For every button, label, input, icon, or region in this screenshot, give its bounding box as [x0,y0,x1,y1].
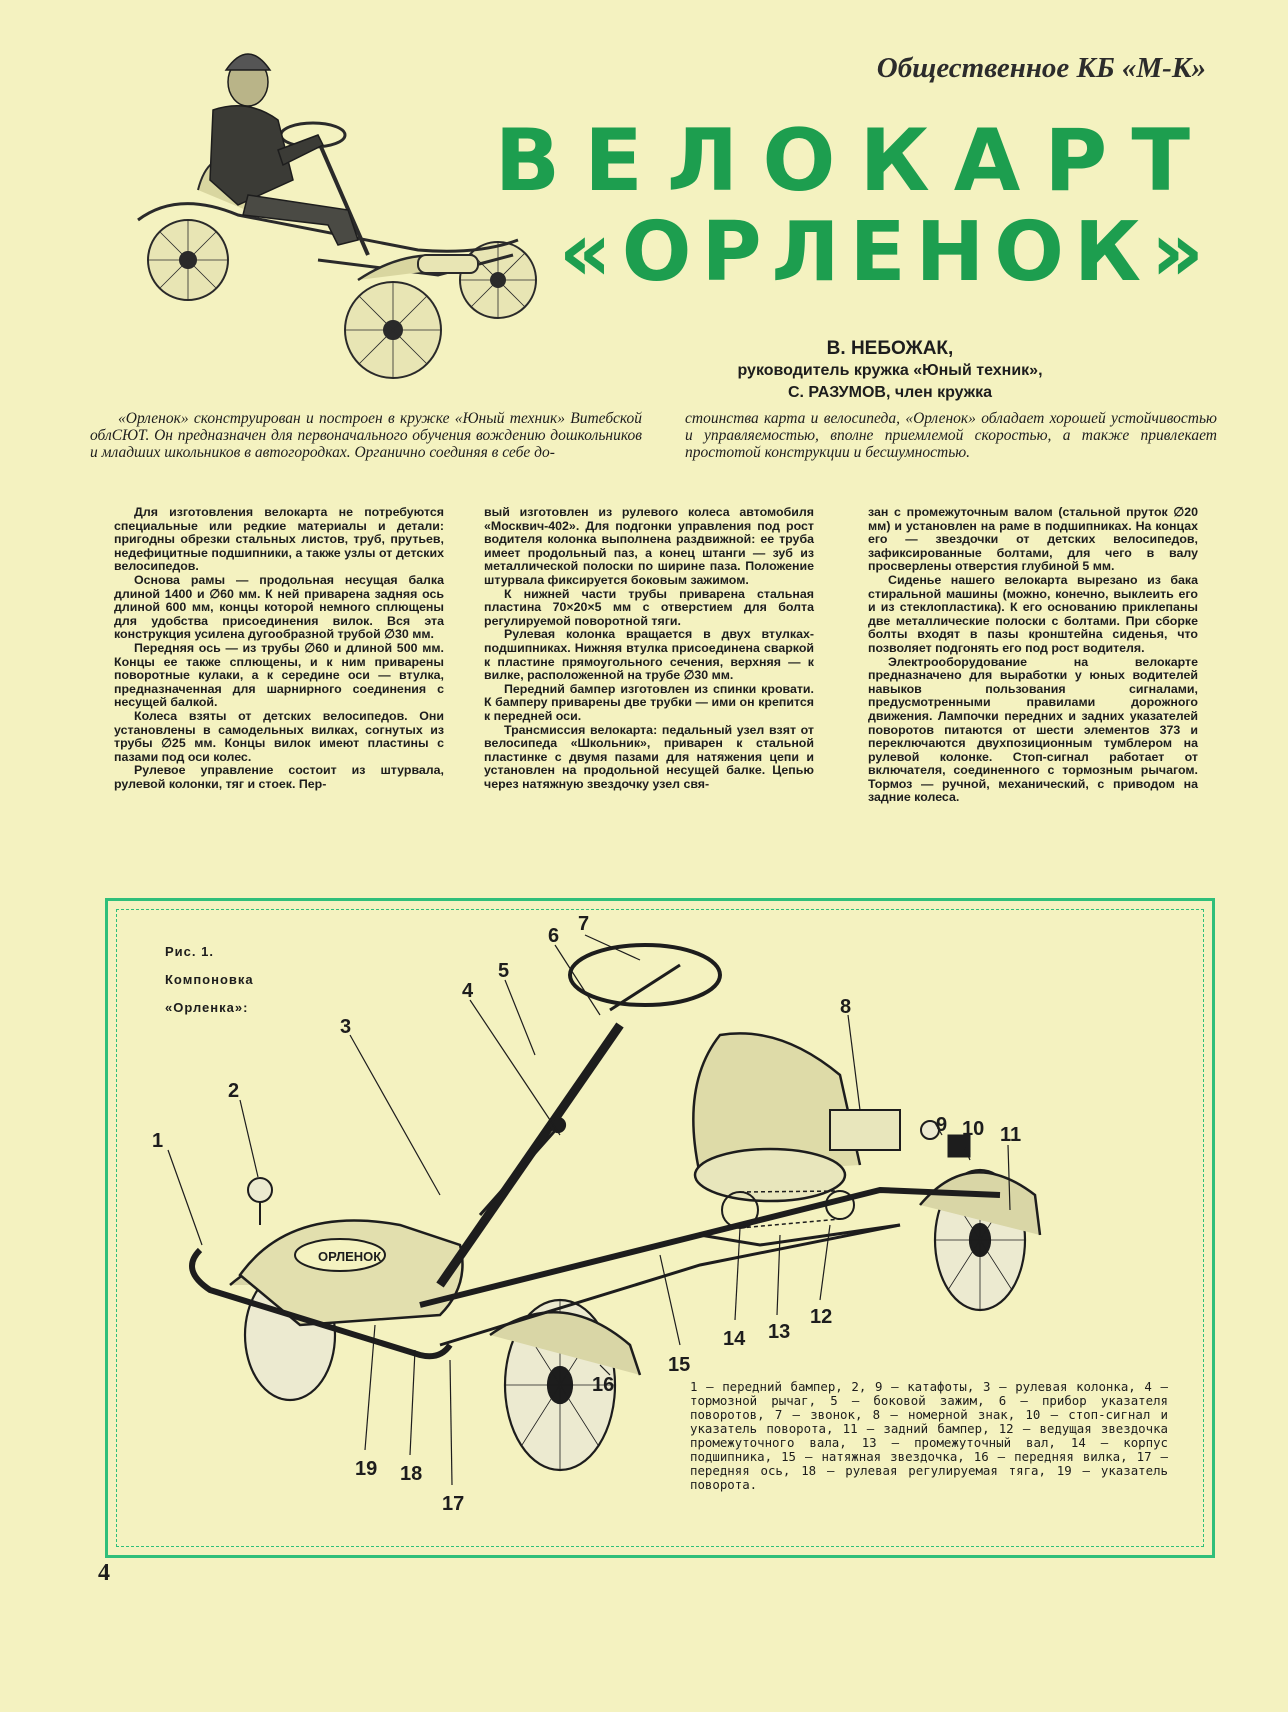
part-label: 12 [810,1306,833,1328]
part-label: 3 [340,1016,352,1038]
page-number: 4 [98,1560,110,1586]
body-paragraph: вый изготовлен из рулевого колеса автомобиля «Москвич-402». Для подгонки управления под рост водителя колонка выполнена раздвижной: ее труба имеет продольный паз, а конец штанги — зуб из металлической полоски по ширине паза. Положение штурвала фиксируется боковым зажимом. [484,505,814,587]
body-paragraph: К нижней части трубы приварена стальная пластина 70×20×5 мм с отверстием для болта регулируемой поворотной тяги. [484,586,814,628]
part-label: 11 [1000,1124,1022,1146]
caption-line: «Орленка»: [165,1000,249,1015]
part-label: 10 [962,1118,985,1140]
lead-paragraph-1: «Орленок» сконструирован и построен в кружке «Юный техник» Витебской облСЮТ. Он предназначен для первоначального обучения вождению дошкольников и младших школьников в автогородках. Органично соединяя в себе до- [90,410,642,461]
body-paragraph: зан с промежуточным валом (стальной пруток ∅20 мм) и установлен на раме в подшипниках. На концах его — звездочки от детских велосипедов, зафиксированные болтами, для чего в валу просверлены отверстия глубиной 5 мм. [868,505,1198,574]
part-label: 8 [840,996,852,1018]
part-label: 2 [228,1080,240,1102]
lead-paragraph-2: стоинства карта и велосипеда, «Орленок» обладает хорошей устойчивостью и управляемостью, вполне приемлемой скоростью, а также привлекает простотой конструкции и бесшумностью. [685,410,1217,461]
body-paragraph: Основа рамы — продольная несущая балка длиной 1400 и ∅60 мм. К ней приварена задняя ось длиной 600 мм, концы которой немного сплющены для удобства присоединения вилок. Вся эта конструкция усилена дугообразной трубой ∅30 мм. [114,572,444,642]
author1-name: В. НЕБОЖАК, [826,338,954,359]
part-label: 1 [152,1130,164,1152]
authors-block [690,338,1090,404]
body-paragraph: Рулевое управление состоит из штурвала, рулевой колонки, тяг и стоек. Пер- [114,763,444,791]
part-label: 4 [462,980,474,1002]
body-paragraph: Рулевая колонка вращается в двух втулках-подшипниках. Нижняя втулка присоединена сваркой к пластине прямоугольного сечения, верхняя — к вилке, расположенной на трубе ∅30 мм. [484,627,814,683]
body-paragraph: Передняя ось — из трубы ∅60 и длиной 500 мм. Концы ее также сплющены, и к ним приварены поворотные кулаки, а к середине оси — втулка, предназначенная для шарнирного соединения с несущей балкой. [114,640,444,710]
part-label: 5 [498,960,510,982]
author2-line: С. РАЗУМОВ, член кружка [787,384,992,401]
part-label: 6 [548,925,560,947]
article-title-line1: ВЕЛОКАРТ [494,111,1214,211]
figure-legend: 1 — передний бампер, 2, 9 — катафоты, 3 — рулевая колонка, 4 — тормозной рычаг, 5 — боковой зажим, 6 — прибор указателя поворотов, 7 — звонок, 8 — номерной знак, 10 — стоп-сигнал и указатель поворота, 11 — задний бампер, 12 — ведущая звездочка промежуточного вала, 13 — промежуточный вал, 14 — корпус подшипника, 15 — натяжная звездочка, 16 — передняя вилка, 17 — передняя ось, 18 — рулевая регулируемая тяга, 19 — указатель поворота. [690,1379,1168,1492]
body-paragraph: Сиденье нашего велокарта вырезано из бака стиральной машины (можно, конечно, выклеить его и из стеклопластика). К его основанию приклепаны две металлические полоски с болтами. При сборке болты входят в пазы кронштейна сиденья, что позволяет подгонять его под рост водителя. [868,572,1198,655]
body-column-3 [868,506,1198,805]
body-paragraph: Колеса взяты от детских велосипедов. Они установлены в самодельных вилках, согнутых из трубы ∅25 мм. Концы вилок имеют пластины с пазами под оси колес. [114,708,444,764]
body-paragraph: Передний бампер изготовлен из спинки кровати. К бамперу приварены две трубки — ими он крепится к передней оси. [484,681,814,723]
hood-plate-text: ОРЛЕНОК [318,1249,382,1264]
part-label: 7 [578,913,590,935]
rubric: Общественное КБ «М-К» [876,52,1206,84]
photo-child-on-kart [118,40,578,390]
part-label: 17 [442,1493,465,1515]
body-paragraph: Электрооборудование на велокарте предназначено для выработки у юных водителей навыков пользования сигналами, предусмотренными правилами дорожного движения. Лампочки передних и задних указателей поворотов питаются от шести элементов 373 и переключаются двухпозиционным тумблером на рулевой колонке. Стоп-сигнал работает от включателя, соединенного с тормозным рычагом. Тормоз — ручной, механический, с приводом на задние колеса. [868,654,1198,805]
body-paragraph: Трансмиссия велокарта: педальный узел взят от велосипеда «Школьник», приварен к стальной пластинке с двумя пазами для натяжения цепи и установлен на продольной несущей балке. Цепью через натяжную звездочку узел свя- [484,722,814,791]
author1-role: руководитель кружка «Юный техник», [737,362,1043,379]
body-paragraph: Для изготовления велокарта не потребуются специальные или редкие материалы и детали: пригодны обрезки стальных листов, труб, прутьев, недефицитные подшипники, а также узлы от детских велосипедов. [114,505,444,574]
article-title-line2: «ОРЛЕНОК» [558,205,1214,300]
part-label: 9 [936,1114,948,1136]
caption-line: Рис. 1. [165,944,214,959]
part-label: 16 [592,1374,615,1396]
part-label: 14 [723,1328,746,1350]
part-label: 19 [355,1458,378,1480]
part-label: 18 [400,1463,423,1485]
body-column-1 [114,506,444,791]
part-label: 15 [668,1354,691,1376]
body-column-2 [484,506,814,791]
caption-line: Компоновка [165,972,254,987]
part-label: 13 [768,1321,791,1343]
